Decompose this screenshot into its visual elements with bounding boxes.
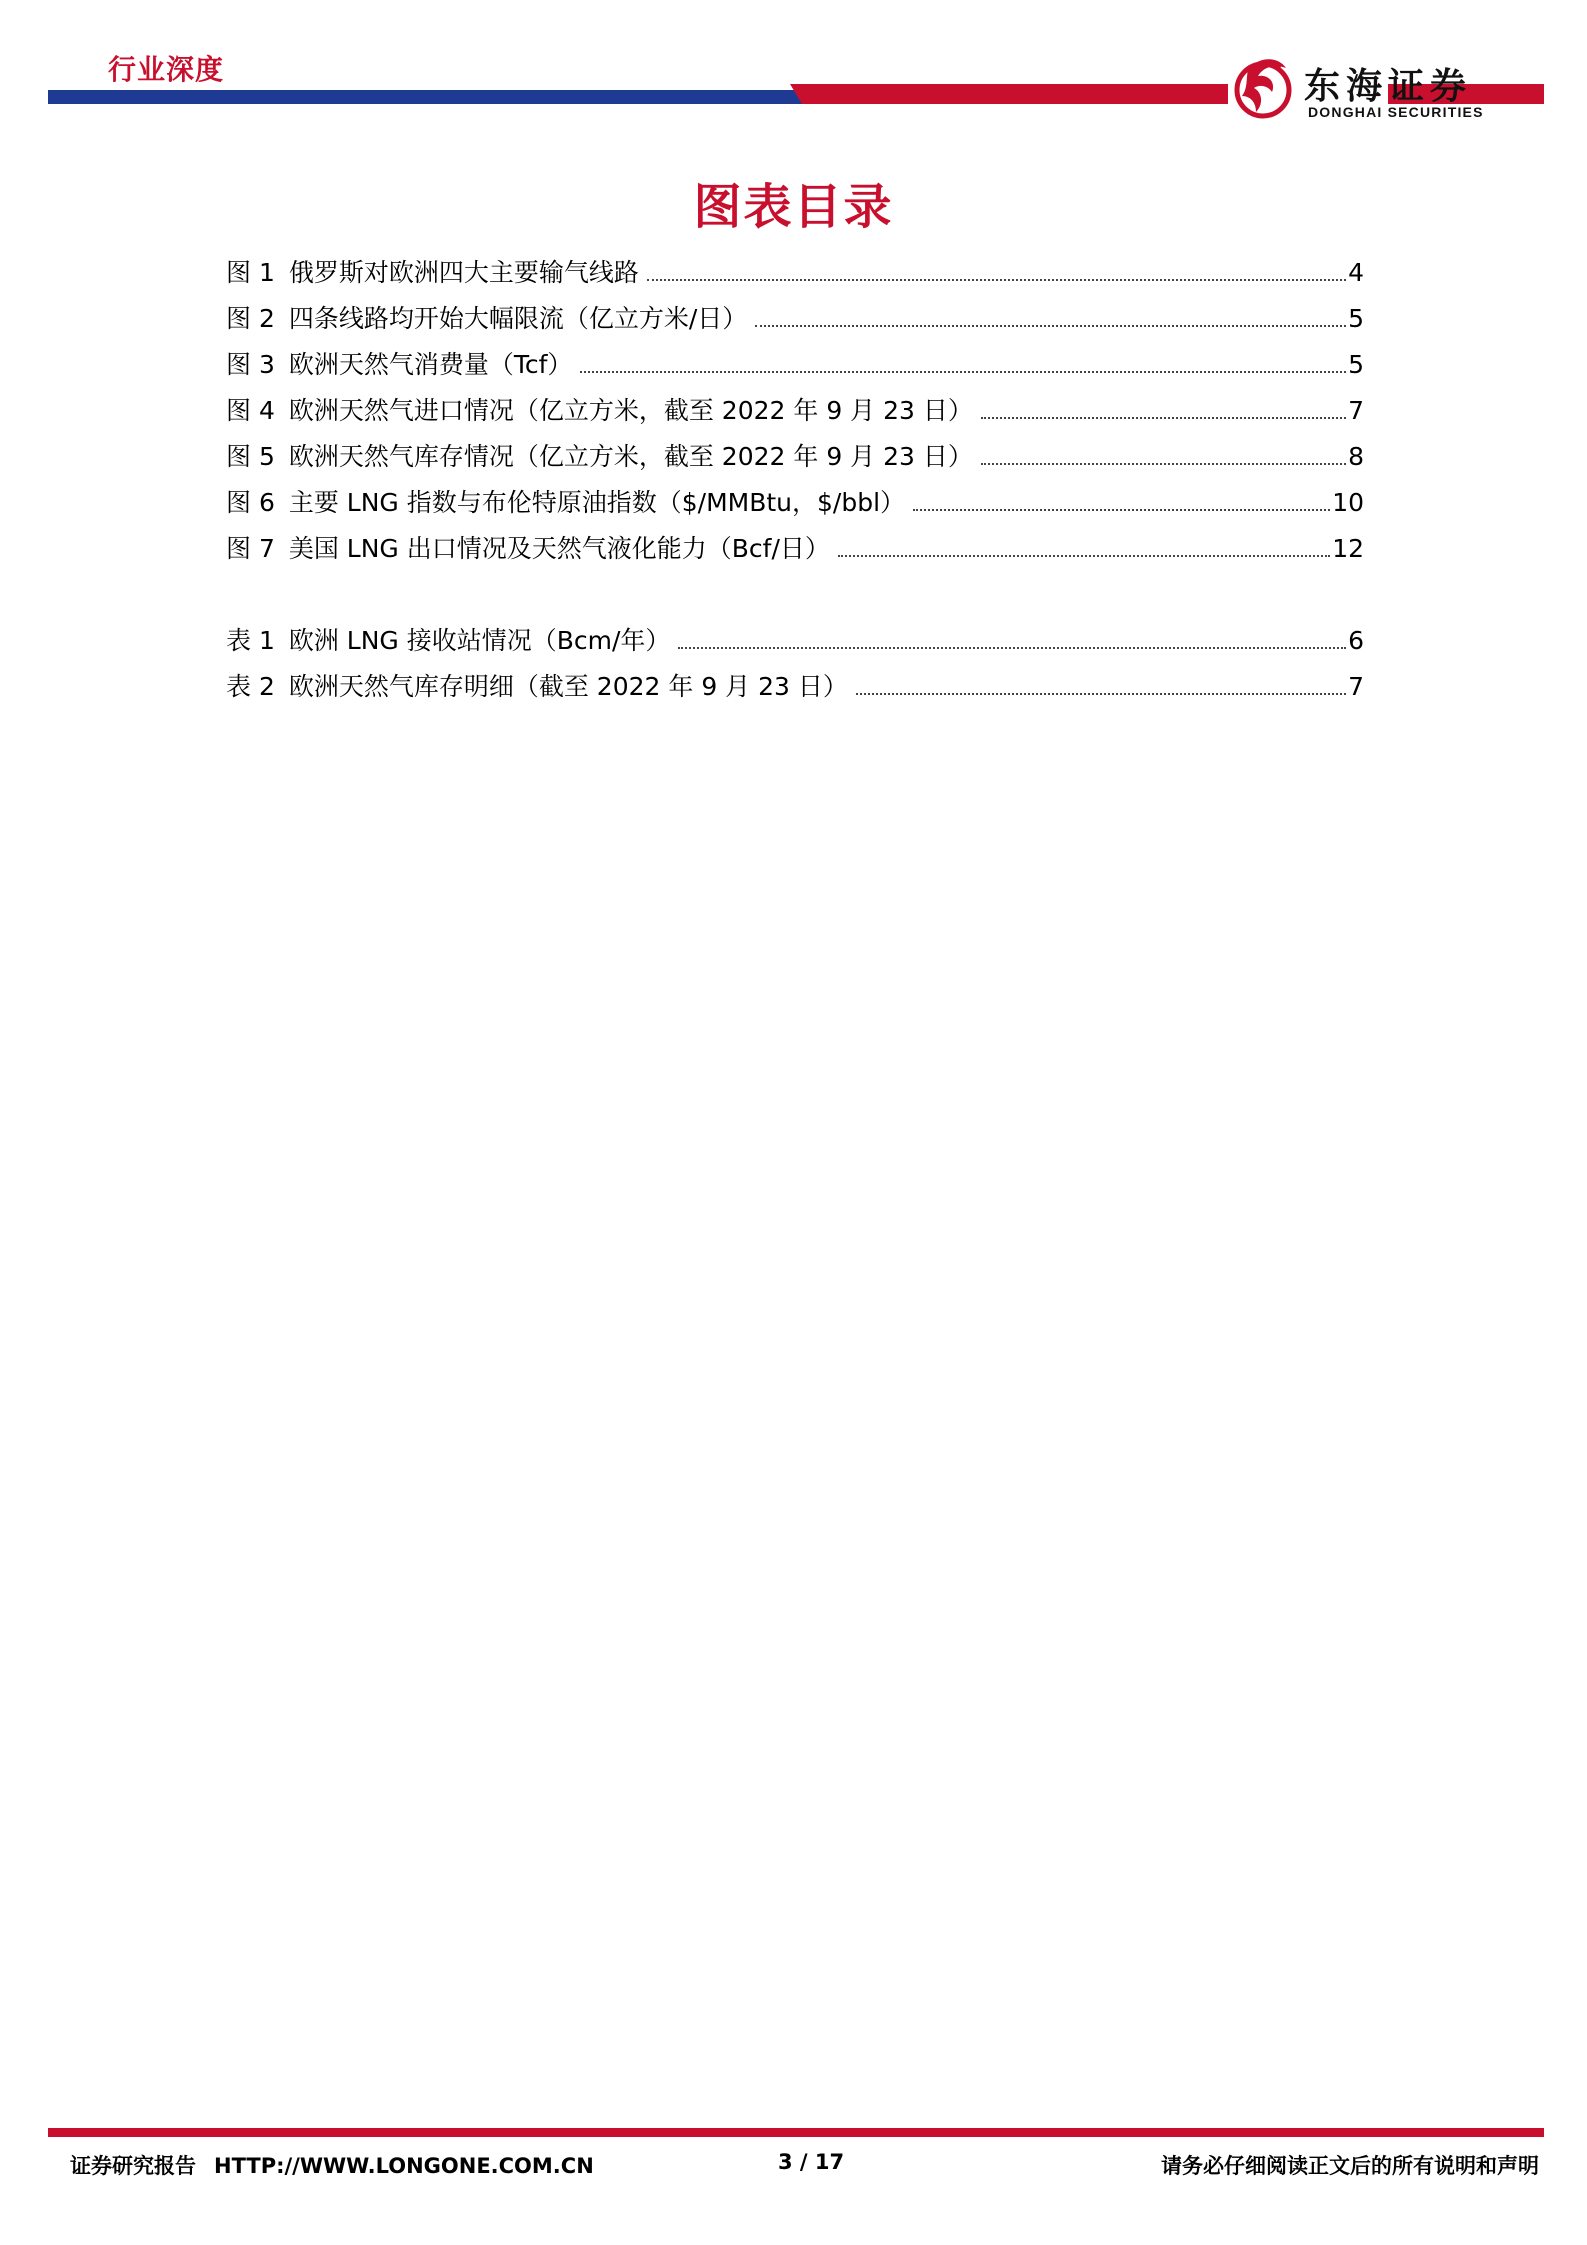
toc-entry-title: 欧洲天然气消费量（Tcf） (288, 350, 573, 379)
toc-entry-page: 6 (1348, 626, 1364, 655)
toc-entry-page: 5 (1348, 350, 1364, 379)
toc-entry-page: 7 (1348, 672, 1364, 701)
toc-entry-number: 表 2 (226, 672, 275, 701)
toc-entry-title: 欧洲天然气库存明细（截至 2022 年 9 月 23 日） (288, 672, 848, 701)
footer-disclaimer: 请务必仔细阅读正文后的所有说明和声明 (1161, 2154, 1539, 2178)
logo-name-cn: 东海证券 (1304, 65, 1473, 107)
toc-entry-page: 5 (1348, 304, 1364, 333)
company-logo (1228, 52, 1488, 134)
toc-entry-title: 欧洲 LNG 接收站情况（Bcm/年） (288, 626, 671, 655)
toc-entry-label (226, 534, 830, 564)
toc-entry-figure-6[interactable] (226, 472, 1364, 518)
section-tag: 行业深度 (108, 53, 225, 86)
toc-entry-label (226, 304, 747, 334)
toc-entry-title: 欧洲天然气进口情况（亿立方米，截至 2022 年 9 月 23 日） (288, 396, 973, 425)
toc-entry-label (226, 488, 905, 518)
page-indicator: 3 / 17 (778, 2150, 845, 2174)
toc-entry-figure-1[interactable] (226, 242, 1364, 288)
toc-entry-table-2[interactable] (226, 656, 1364, 702)
toc-entry-page: 4 (1348, 258, 1364, 287)
toc-entry-number: 图 1 (226, 258, 275, 287)
toc-entry-table-1[interactable] (226, 610, 1364, 656)
toc-leader-dots (647, 279, 1346, 281)
toc-entry-figure-7[interactable] (226, 518, 1364, 564)
toc-entry-number: 图 5 (226, 442, 275, 471)
toc-entry-page: 8 (1348, 442, 1364, 471)
toc-entry-title: 美国 LNG 出口情况及天然气液化能力（Bcf/日） (288, 534, 830, 563)
footer-bar (48, 2128, 1544, 2137)
footer-left (70, 2150, 594, 2180)
toc-leader-dots (838, 555, 1330, 557)
toc-entry-figure-4[interactable] (226, 380, 1364, 426)
toc-leader-dots (981, 463, 1346, 465)
toc-entry-figure-3[interactable] (226, 334, 1364, 380)
toc-entry-title: 欧洲天然气库存情况（亿立方米，截至 2022 年 9 月 23 日） (288, 442, 973, 471)
figure-list (226, 242, 1364, 564)
toc-entry-title: 主要 LNG 指数与布伦特原油指数（$/MMBtu，$/bbl） (288, 488, 906, 517)
toc-entry-label (226, 396, 973, 426)
logo-name-en: DONGHAI SECURITIES (1308, 104, 1484, 120)
toc-entry-label (226, 258, 639, 288)
toc-entry-number: 表 1 (226, 626, 275, 655)
toc-entry-label (226, 350, 572, 380)
toc-leader-dots (580, 371, 1346, 373)
toc-entry-label (226, 442, 973, 472)
footer-url-link[interactable]: HTTP://WWW.LONGONE.COM.CN (214, 2154, 594, 2178)
toc-leader-dots (913, 509, 1330, 511)
toc-entry-number: 图 6 (226, 488, 275, 517)
toc-entry-figure-2[interactable] (226, 288, 1364, 334)
footer-report-type: 证券研究报告 (70, 2154, 196, 2178)
toc-entry-page: 12 (1332, 534, 1364, 563)
toc-leader-dots (755, 325, 1346, 327)
toc-entry-number: 图 7 (226, 534, 275, 563)
toc-entry-page: 10 (1332, 488, 1364, 517)
toc-leader-dots (981, 417, 1346, 419)
dragon-logo-icon (1228, 52, 1298, 126)
toc-entry-title: 四条线路均开始大幅限流（亿立方米/日） (288, 304, 748, 333)
toc-entry-number: 图 2 (226, 304, 275, 333)
toc-entry-figure-5[interactable] (226, 426, 1364, 472)
toc-entry-page: 7 (1348, 396, 1364, 425)
toc-entry-number: 图 3 (226, 350, 275, 379)
toc-entry-number: 图 4 (226, 396, 275, 425)
toc-leader-dots (856, 693, 1346, 695)
toc-entry-label (226, 626, 670, 656)
toc-leader-dots (678, 647, 1346, 649)
toc-entry-label (226, 672, 848, 702)
toc-title: 图表目录 (693, 179, 894, 235)
table-list (226, 610, 1364, 702)
toc-entry-title: 俄罗斯对欧洲四大主要输气线路 (288, 258, 639, 287)
